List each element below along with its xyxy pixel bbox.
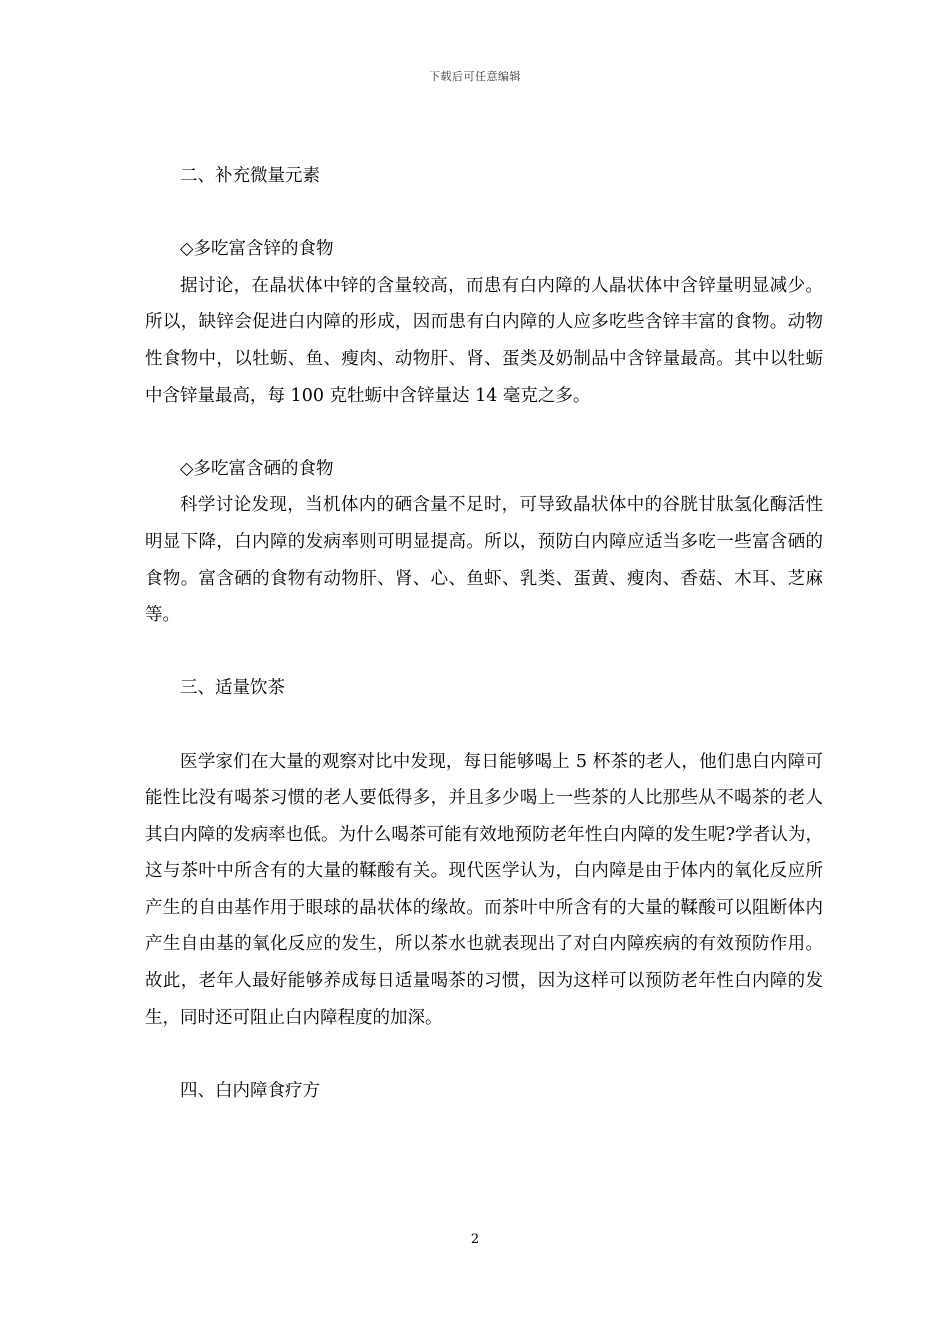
- blank-line: [145, 707, 823, 744]
- blank-line: [145, 195, 823, 232]
- paragraph-tea: 医学家们在大量的观察对比中发现，每日能够喝上 5 杯茶的老人，他们患白内障可能性比没有喝茶习惯的老人要低得多，并且多少喝上一些茶的人比那些从不喝茶的老人其白内障的发病率也低。为什么喝茶可能有效地预防老年性白内障的发生呢?学者认为，这与茶叶中所含有的大量的鞣酸有关。现代医学认为，白内障是由于体内的氧化反应所产生的自由基作用于眼球的晶状体的缘故。而茶叶中所含有的大量的鞣酸可以阻断体内产生自由基的氧化反应的发生，所以茶水也就表现出了对白内障疾病的有效预防作用。故此，老年人最好能够养成每日适量喝茶的习惯，因为这样可以预防老年性白内障的发生，同时还可阻止白内障程度的加深。: [145, 751, 823, 1028]
- subheading-selenium: ◇多吃富含硒的食物: [180, 458, 334, 479]
- blank-line: [145, 1036, 823, 1073]
- section-heading-3: 三、适量饮茶: [180, 678, 285, 699]
- subheading-zinc: ◇多吃富含锌的食物: [180, 239, 334, 260]
- blank-line: [145, 414, 823, 451]
- section-heading-4: 四、白内障食疗方: [180, 1080, 320, 1101]
- page-header: 下载后可任意编辑: [429, 70, 521, 83]
- paragraph-zinc: 据讨论，在晶状体中锌的含量较高，而患有白内障的人晶状体中含锌量明显减少。所以，缺锌会促进白内障的形成，因而患有白内障的人应多吃些含锌丰富的食物。动物性食物中，以牡蛎、鱼、瘦肉、动物肝、肾、蛋类及奶制品中含锌量最高。其中以牡蛎中含锌量最高，每 100 克牡蛎中含锌量达 14 毫克之多。: [145, 275, 823, 406]
- paragraph-selenium: 科学讨论发现，当机体内的硒含量不足时，可导致晶状体中的谷胱甘肽氢化酶活性明显下降，白内障的发病率则可明显提高。所以，预防白内障应适当多吃一些富含硒的食物。富含硒的食物有动物肝、肾、心、鱼虾、乳类、蛋黄、瘦肉、香菇、木耳、芝麻等。: [145, 495, 823, 626]
- section-heading-2: 二、补充微量元素: [180, 166, 320, 186]
- page-number: 2: [470, 1232, 480, 1247]
- document-body: [145, 158, 823, 1109]
- blank-line: [145, 634, 823, 671]
